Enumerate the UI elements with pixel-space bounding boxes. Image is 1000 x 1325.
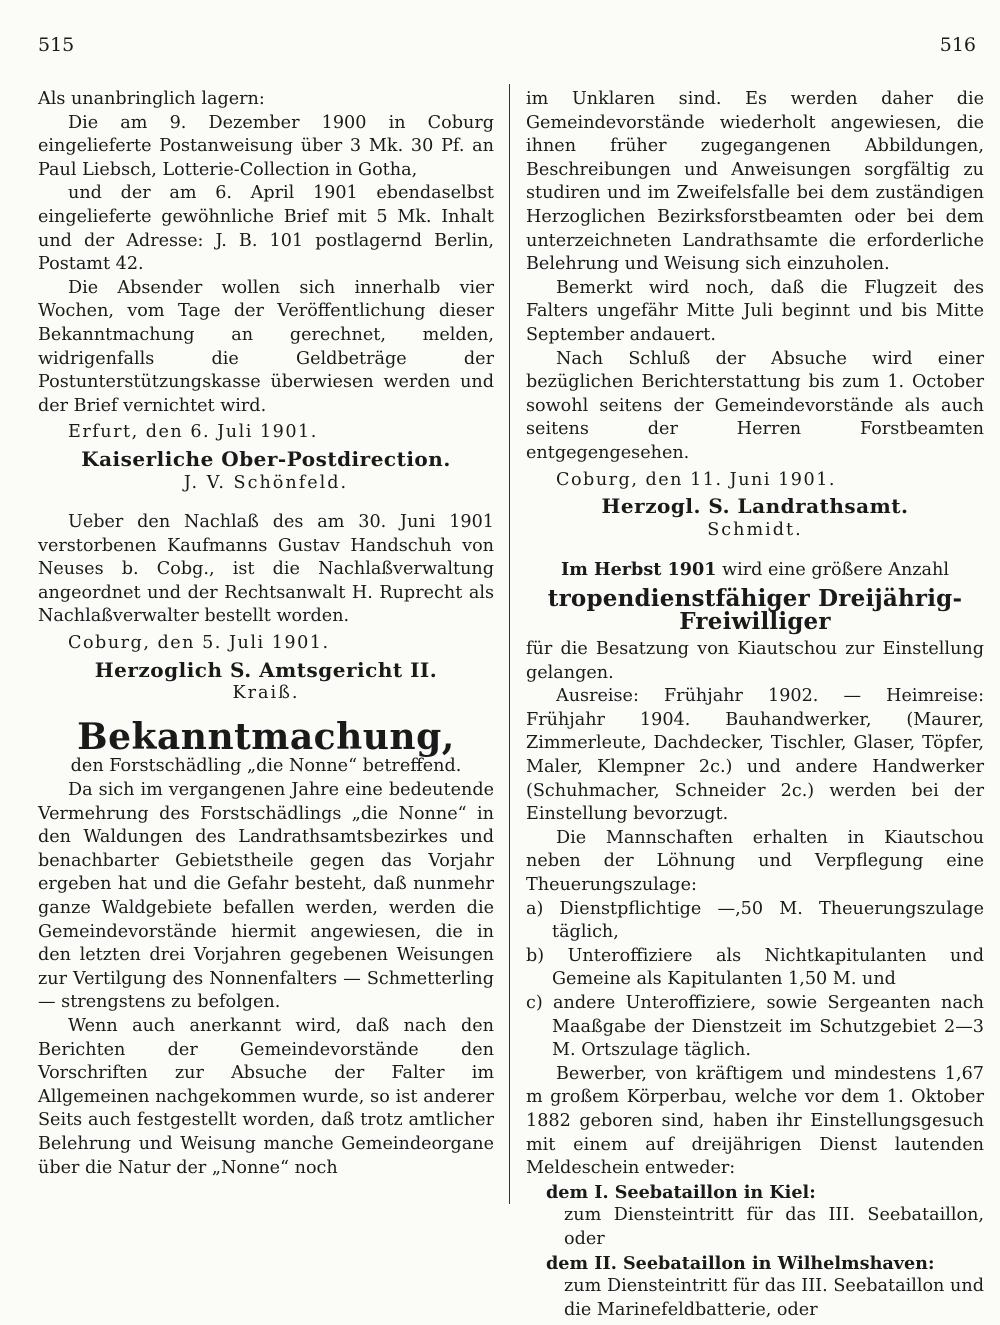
signature-name-schmidt: Schmidt. bbox=[707, 519, 803, 540]
page-number-right: 516 bbox=[939, 34, 976, 56]
right-column bbox=[526, 88, 984, 1322]
recruitment-schedule: Ausreise: Frühjahr 1902. — Heimreise: Frühjahr 1904. Bauhandwerker, (Maurer, Zimmerleute, Dachdecker, Tischler, Glaser, Töpfer, Maler, Klempner 2c.) und andere Handwerker (Schuhmacher, Schneider 2c.) werden bei der Einstellung bevorzugt. bbox=[526, 686, 984, 825]
column-divider bbox=[509, 84, 510, 1204]
dateline-coburg-5-juli: Coburg, den 5. Juli 1901. bbox=[68, 633, 330, 654]
recruitment-intro-lead: Im Herbst 1901 bbox=[560, 559, 717, 581]
announcement-title: Bekanntmachung, bbox=[77, 715, 455, 758]
undeliverable-heading: Als unanbringlich lagern: bbox=[38, 89, 265, 109]
allowance-item bbox=[526, 945, 984, 992]
signature-name-kraiss: Kraiß. bbox=[232, 683, 300, 704]
announcement-subtitle: den Forstschädling „die Nonne“ betreffend. bbox=[70, 756, 462, 777]
applicant-requirements: Bewerber, von kräftigem und mindestens 1,67 m großem Körperbau, welche vor dem 1. Oktober 1882 geboren sind, haben ihr Einstellungsgesuch mit einem auf dreijährigen Dienst lautenden Meldeschein entweder: bbox=[526, 1063, 984, 1179]
allowance-item-label: c) bbox=[526, 992, 554, 1013]
allowance-item-text: Unteroffiziere als Nichtkapitulanten und Gemeine als Kapitulanten 1,50 M. und bbox=[552, 945, 984, 990]
nonne-paragraph-2: Wenn auch anerkannt wird, daß nach den Berichten der Gemeindevorstände den Vorschriften zur Absuche der Falter im Allgemeinen nachgekommen wurde, so ist anderer Seits auch festgestellt worden, daß trotz amtlicher Belehrung und Weisung manche Gemeindeorgane über die Natur der „Nonne“ noch bbox=[38, 1015, 494, 1178]
estate-notice: Ueber den Nachlaß des am 30. Juni 1901 verstorbenen Kaufmanns Gustav Handschuh von Neuses b. Cobg., ist die Nachlaßverwaltung angeordnet und der Rechtsanwalt H. Ruprecht als Nachlaßverwalter bestellt worden. bbox=[38, 512, 494, 627]
dateline-erfurt: Erfurt, den 6. Juli 1901. bbox=[68, 422, 318, 443]
sender-instructions: Die Absender wollen sich innerhalb vier Wochen, vom Tage der Veröffentlichung dieser Bekanntmachung an gerechnet, melden, widrigenfalls die Geldbeträge der Postunterstützungskasse überwiesen werden und der Brief vernichtet wird. bbox=[38, 277, 494, 416]
dateline-coburg-11-juni: Coburg, den 11. Juni 1901. bbox=[556, 469, 836, 490]
recruitment-intro-rest: wird eine größere Anzahl bbox=[722, 560, 949, 581]
spacer bbox=[526, 542, 984, 558]
letter-notice: und der am 6. April 1901 ebendaselbst eingelieferte gewöhnliche Brief mit 5 Mk. Inhalt und der Adresse: J. B. 101 postlagernd Berlin, Postamt 42. bbox=[38, 183, 494, 275]
recipient-kiel: dem I. Seebataillon in Kiel: bbox=[546, 1181, 816, 1203]
allowance-intro: Die Mannschaften erhalten in Kiautschou neben der Löhnung und Verpflegung eine Theuerungszulage: bbox=[526, 827, 984, 895]
recruitment-destination: für die Besatzung von Kiautschou zur Einstellung gelangen. bbox=[526, 639, 984, 683]
page-number-left: 515 bbox=[38, 34, 75, 56]
allowance-item bbox=[526, 898, 984, 945]
signature-name-schoenfeld: J. V. Schönfeld. bbox=[183, 472, 349, 493]
recipient-kiel-detail: zum Diensteintritt für das III. Seebataillon, oder bbox=[564, 1205, 984, 1249]
recruitment-intro bbox=[526, 558, 984, 583]
postal-order-notice: Die am 9. Dezember 1900 in Coburg eingelieferte Postanweisung über 3 Mk. 30 Pf. an Paul Liebsch, Lotterie-Collection in Gotha, bbox=[38, 112, 494, 180]
signature-office-landrathsamt: Herzogl. S. Landrathsamt. bbox=[601, 494, 909, 519]
nonne-paragraph-continued: im Unklaren sind. Es werden daher die Gemeindevorstände wiederholt angewiesen, die ihnen früher zugegangenen Abbildungen, Beschreibungen und Anweisungen sorgfältig zu studiren und im Zweifelsfalle bei dem zuständigen Herzoglichen Bezirksforstbeamten oder bei dem unterzeichneten Landrathsamte die erforderliche Belehrung und Weisung sich einzuholen. bbox=[526, 89, 984, 275]
flight-time-note: Bemerkt wird noch, daß die Flugzeit des Falters ungefähr Mitte Juli beginnt und bis Mitte September andauert. bbox=[526, 277, 984, 345]
allowance-item-label: b) bbox=[526, 945, 568, 966]
left-column bbox=[38, 88, 494, 1180]
signature-office-amtsgericht: Herzoglich S. Amtsgericht II. bbox=[94, 657, 438, 682]
allowance-item-text: Dienstpflichtige —,50 M. Theuerungszulage täglich, bbox=[552, 898, 984, 943]
allowance-item bbox=[526, 992, 984, 1063]
signature-office-postdirection: Kaiserliche Ober-Postdirection. bbox=[81, 446, 451, 471]
spacer bbox=[38, 495, 494, 511]
allowance-item-text: andere Unteroffiziere, sowie Sergeanten nach Maaßgabe der Dienstzeit im Schutzgebiet 2—3 M. Ortszulage täglich. bbox=[552, 992, 984, 1061]
report-note: Nach Schluß der Absuche wird einer bezüglichen Berichterstattung bis zum 1. October sowohl seitens der Gemeindevorstände als auch seitens der Herren Forstbeamten entgegengesehen. bbox=[526, 348, 984, 463]
allowance-list bbox=[526, 898, 984, 1063]
recruitment-heading: tropendienstfähiger Dreijährig-Freiwilliger bbox=[547, 584, 963, 636]
nonne-paragraph-1: Da sich im vergangenen Jahre eine bedeutende Vermehrung des Forstschädlings „die Nonne“ in den Waldungen des Landrathsamtsbezirkes und benachbarter Gebietstheile gegen das Vorjahr ergeben hat und die Gefahr besteht, daß nunmehr ganze Waldgebiete befallen werden, werden die Gemeindevorstände hiermit angewiesen, die in den letzten drei Vorjahren gegebenen Weisungen zur Vertilgung des Nonnenfalters — Schmetterling — strengstens zu befolgen. bbox=[38, 780, 494, 1013]
recipient-wilhelmshaven-detail: zum Diensteintritt für das III. Seebataillon und die Marinefeldbatterie, oder bbox=[564, 1276, 984, 1320]
recipient-wilhelmshaven: dem II. Seebataillon in Wilhelmshaven: bbox=[546, 1252, 935, 1274]
allowance-item-label: a) bbox=[526, 898, 560, 919]
